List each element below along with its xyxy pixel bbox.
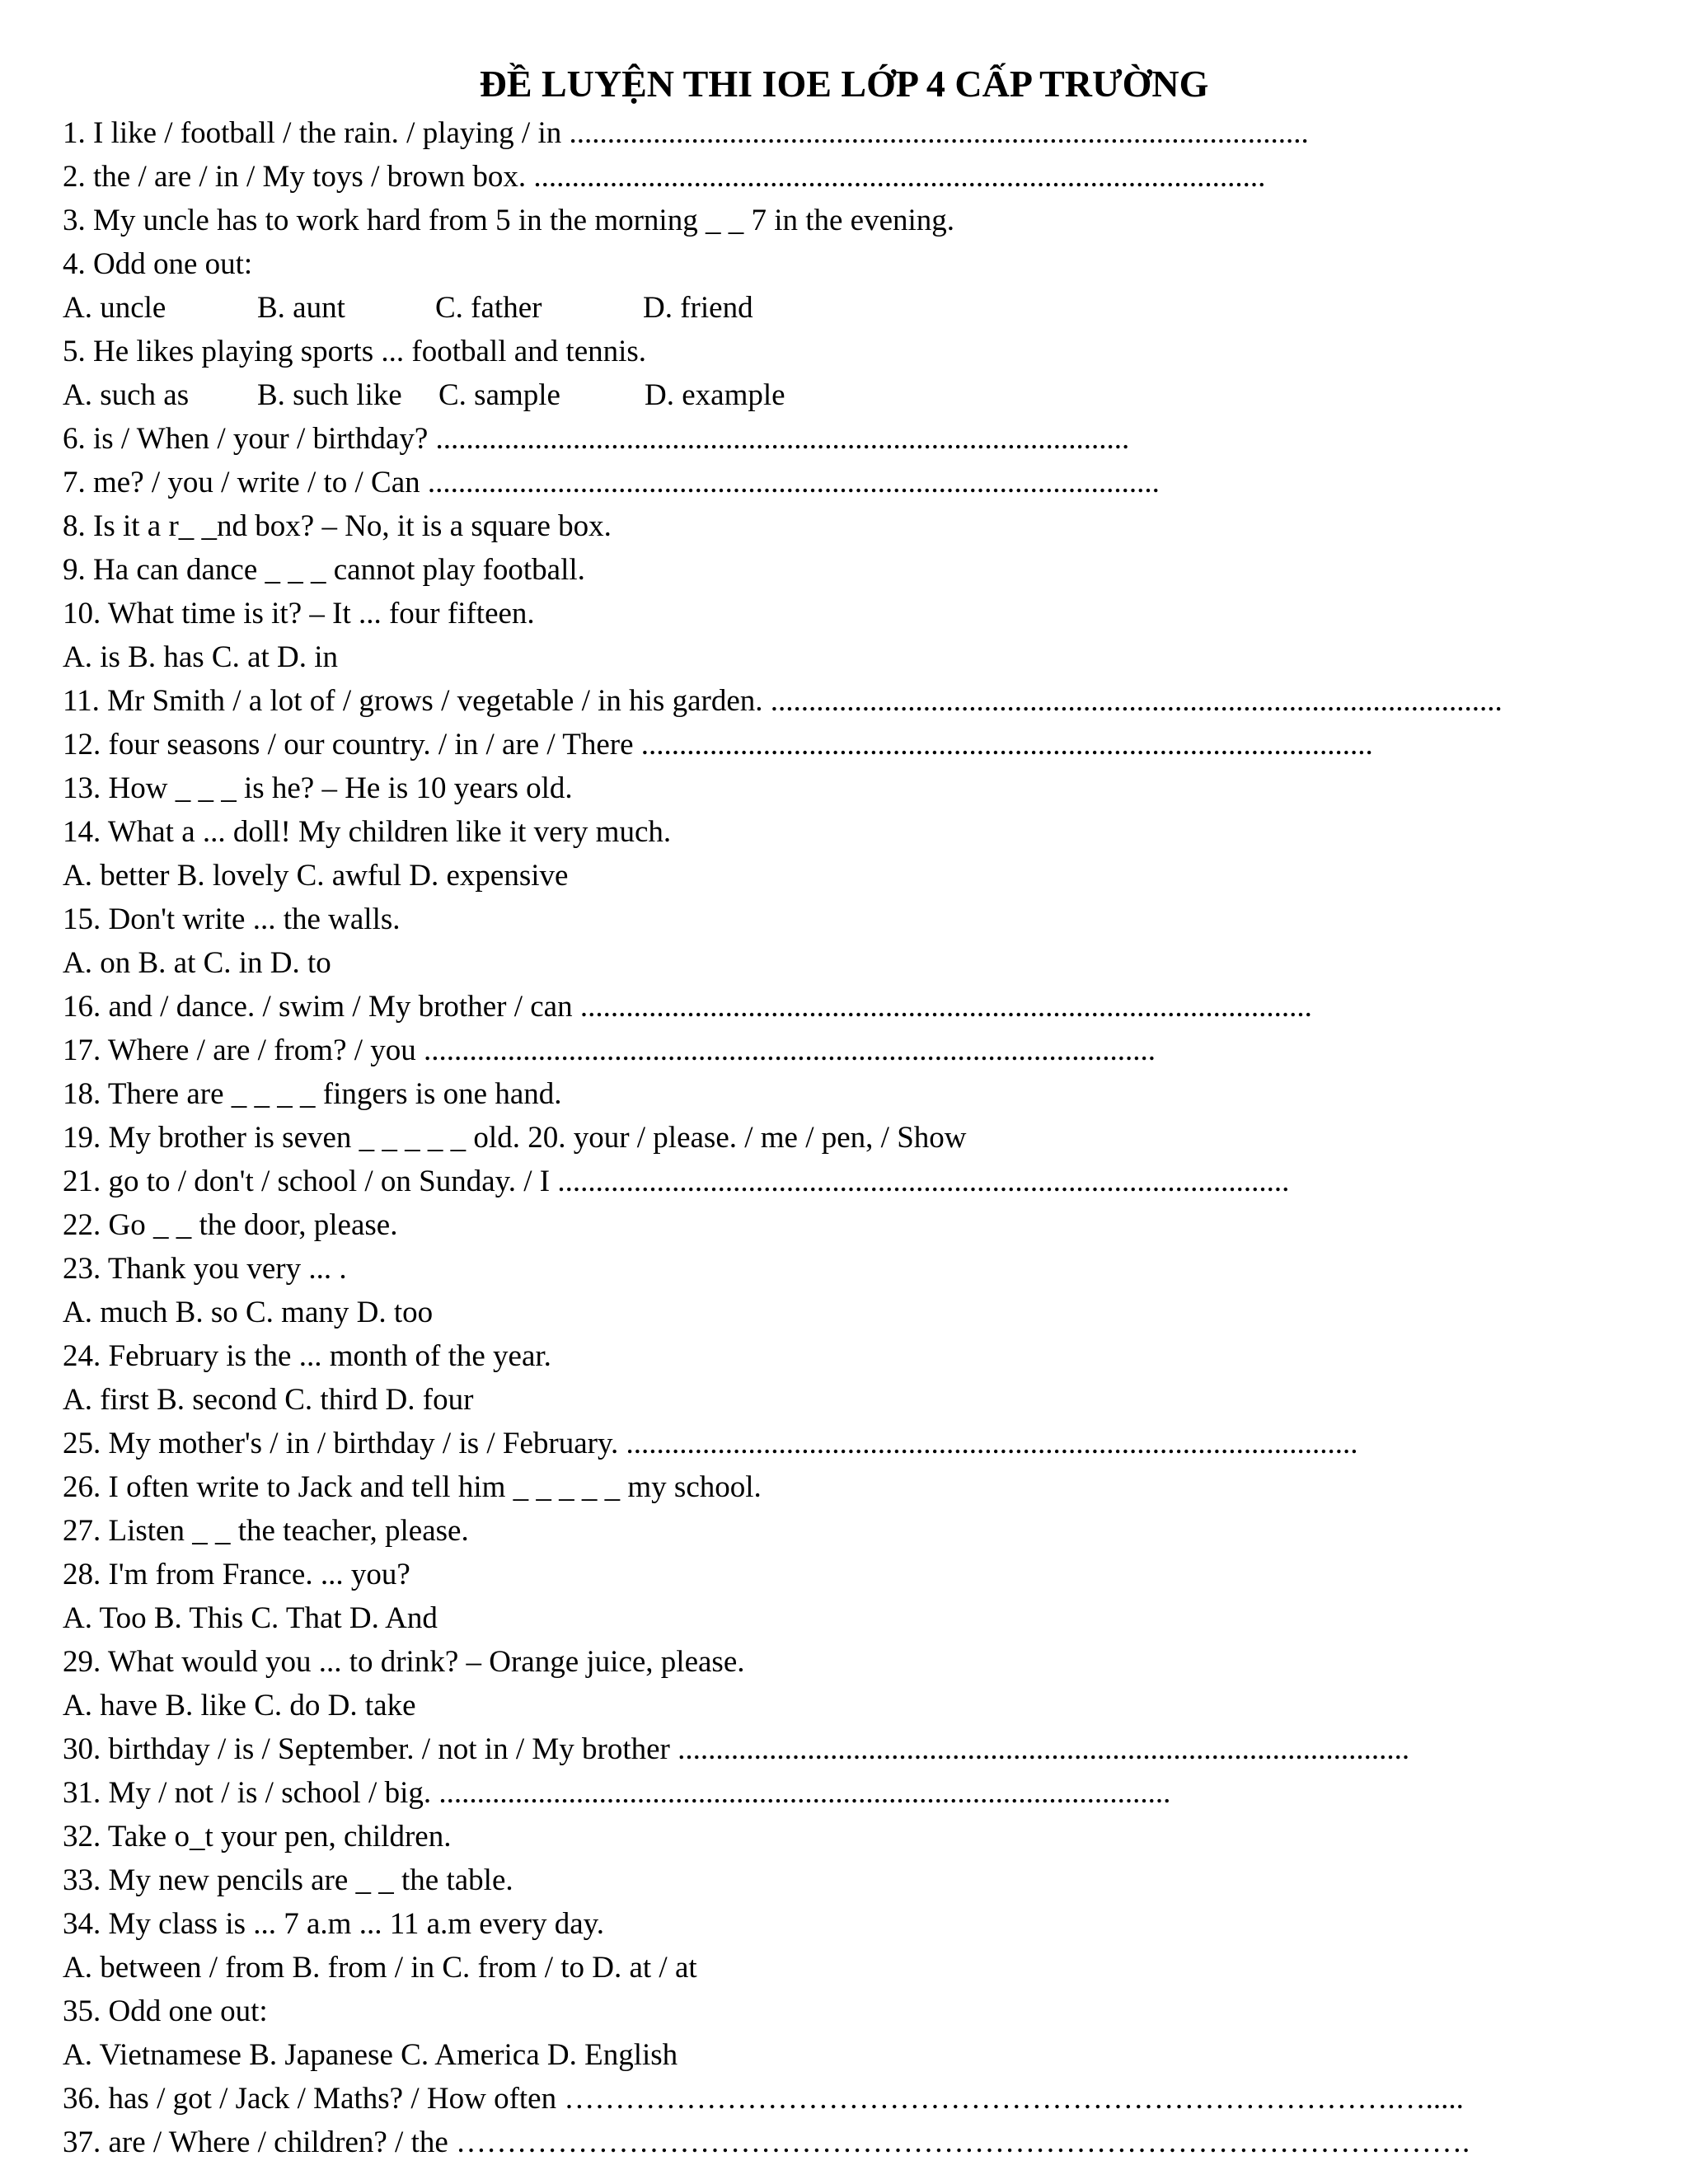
question-line: 36. has / got / Jack / Maths? / How often ……………………………………………………………………….…..... [63, 2082, 1464, 2116]
question-line: 9. Ha can dance _ _ _ cannot play football. [63, 553, 585, 587]
question-line: A. between / from B. from / in C. from / to D. at / at [63, 1951, 697, 1985]
question-line: A. much B. so C. many D. too [63, 1296, 434, 1329]
answer-option: D. example [645, 378, 785, 412]
question-line: 32. Take o_t your pen, children. [63, 1820, 452, 1854]
question-line: 5. He likes playing sports ... football and tennis. [63, 335, 647, 368]
question-line: 13. How _ _ _ is he? – He is 10 years old. [63, 771, 573, 805]
question-line: 25. My mother's / in / birthday / is / February. ................................................................................................ [63, 1427, 1358, 1460]
answer-option: C. father [435, 291, 542, 325]
question-line: 14. What a ... doll! My children like it very much. [63, 815, 672, 849]
answer-option: B. such like [257, 378, 402, 412]
question-line: 17. Where / are / from? / you ................................................................................................ [63, 1033, 1156, 1067]
question-line: 31. My / not / is / school / big. ................................................................................................ [63, 1776, 1171, 1810]
answer-options-row [63, 373, 1678, 417]
question-line: A. on B. at C. in D. to [63, 946, 331, 980]
question-line: 37. are / Where / children? / the ………………………………………………………………………………………. [63, 2125, 1470, 2159]
question-line: A. Vietnamese B. Japanese C. America D. English [63, 2038, 678, 2072]
answer-option: C. sample [438, 378, 560, 412]
question-line: 12. four seasons / our country. / in / are / There ................................................................................................ [63, 728, 1373, 762]
question-line: 6. is / When / your / birthday? ........................................................................................... [63, 422, 1130, 456]
answer-option: D. friend [643, 291, 753, 325]
question-line: 7. me? / you / write / to / Can ................................................................................................ [63, 466, 1160, 499]
answer-option: B. aunt [257, 291, 345, 325]
question-line: 1. I like / football / the rain. / playing / in ................................................................................................. [63, 116, 1309, 150]
question-line: A. better B. lovely C. awful D. expensive [63, 859, 569, 893]
question-line: 11. Mr Smith / a lot of / grows / vegetable / in his garden. ................................................................................................ [63, 684, 1503, 718]
question-line: 18. There are _ _ _ _ fingers is one hand. [63, 1077, 562, 1111]
answer-option: A. such as [63, 378, 190, 412]
question-line: 4. Odd one out: [63, 247, 253, 281]
question-line: 23. Thank you very ... . [63, 1252, 347, 1286]
question-line: 19. My brother is seven _ _ _ _ _ old. 20. your / please. / me / pen, / Show [63, 1121, 967, 1155]
question-line: 27. Listen _ _ the teacher, please. [63, 1514, 469, 1548]
question-line: 29. What would you ... to drink? – Orange juice, please. [63, 1645, 745, 1679]
question-line: 16. and / dance. / swim / My brother / can ................................................................................................ [63, 990, 1312, 1024]
question-line: 34. My class is ... 7 a.m ... 11 a.m every day. [63, 1907, 604, 1941]
question-line: 30. birthday / is / September. / not in / My brother ................................................................................................ [63, 1732, 1410, 1766]
question-line: 24. February is the ... month of the year. [63, 1339, 551, 1373]
question-line: 2. the / are / in / My toys / brown box. ................................................................................................ [63, 160, 1266, 194]
question-line: 10. What time is it? – It ... four fifteen. [63, 597, 535, 630]
question-line: 22. Go _ _ the door, please. [63, 1208, 398, 1242]
question-line: A. first B. second C. third D. four [63, 1383, 474, 1417]
question-line: 21. go to / don't / school / on Sunday. / I ................................................................................................ [63, 1165, 1290, 1198]
question-line: 8. Is it a r_ _nd box? – No, it is a square box. [63, 509, 612, 543]
question-line: A. is B. has C. at D. in [63, 640, 339, 674]
question-list [63, 111, 1678, 2164]
question-line: 15. Don't write ... the walls. [63, 902, 401, 936]
question-line: 3. My uncle has to work hard from 5 in the morning _ _ 7 in the evening. [63, 204, 955, 237]
answer-option: A. uncle [63, 291, 166, 325]
question-line: 28. I'm from France. ... you? [63, 1558, 410, 1591]
question-line: 26. I often write to Jack and tell him _ _ _ _ _ my school. [63, 1470, 762, 1504]
question-line: 33. My new pencils are _ _ the table. [63, 1863, 513, 1897]
answer-options-row [63, 286, 1678, 330]
question-line: A. Too B. This C. That D. And [63, 1601, 438, 1635]
question-line: A. have B. like C. do D. take [63, 1689, 416, 1722]
question-line: 35. Odd one out: [63, 1994, 268, 2028]
worksheet-title: ĐỀ LUYỆN THI IOE LỚP 4 CẤP TRƯỜNG [479, 63, 1209, 105]
